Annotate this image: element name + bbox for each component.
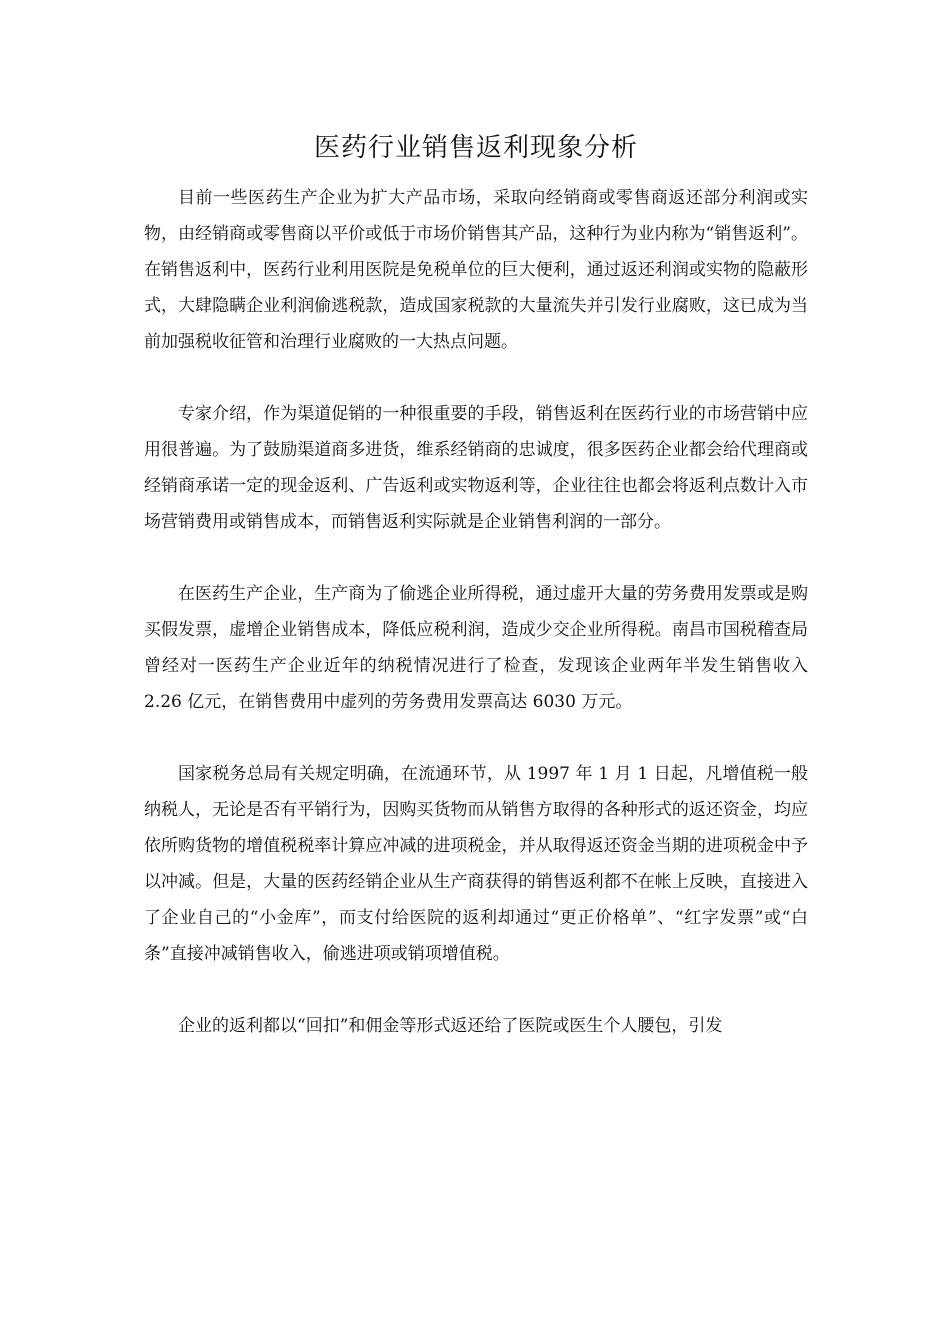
paragraph-3: 在医药生产企业，生产商为了偷逃企业所得税，通过虚开大量的劳务费用发票或是购买假发票，虚增企业销售成本，降低应税利润，造成少交企业所得税。南昌市国税稽查局曾经对一医药生产企业近年的纳税情况进行了检查，发现该企业两年半发生销售收入 2.26 亿元，在销售费用中虚列的劳务费用发票高达 6030 万元。	[144, 584, 808, 712]
paragraph-1: 目前一些医药生产企业为扩大产品市场，采取向经销商或零售商返还部分利润或实物，由经销商或零售商以平价或低于市场价销售其产品，这种行为业内称为“销售返利”。在销售返利中，医药行业利用医院是免税单位的巨大便利，通过返还利润或实物的隐蔽形式，大肆隐瞒企业利润偷逃税款，造成国家税款的大量流失并引发行业腐败，这已成为当前加强税收征管和治理行业腐败的一大热点问题。	[144, 188, 808, 352]
paragraph-5: 企业的返利都以“回扣”和佣金等形式返还给了医院或医生个人腰包，引发	[178, 1016, 723, 1036]
paragraph-4: 国家税务总局有关规定明确，在流通环节，从 1997 年 1 月 1 日起，凡增值税一般纳税人，无论是否有平销行为，因购买货物而从销售方取得的各种形式的返还资金，均应依所购货物的增值税税率计算应冲减的进项税金，并从取得返还资金当期的进项税金中予以冲减。但是，大量的医药经销企业从生产商获得的销售返利都不在帐上反映，直接进入了企业自己的“小金库”，而支付给医院的返利却通过“更正价格单”、“红字发票”或“白条”直接冲减销售收入，偷逃进项或销项增值税。	[144, 764, 808, 964]
document-title: 医药行业销售返利现象分析	[313, 133, 638, 163]
document-page	[144, 126, 808, 1044]
paragraph-2: 专家介绍，作为渠道促销的一种很重要的手段，销售返利在医药行业的市场营销中应用很普遍。为了鼓励渠道商多进货，维系经销商的忠诚度，很多医药企业都会给代理商或经销商承诺一定的现金返利、广告返利或实物返利等，企业往往也都会将返利点数计入市场营销费用或销售成本，而销售返利实际就是企业销售利润的一部分。	[144, 404, 808, 532]
